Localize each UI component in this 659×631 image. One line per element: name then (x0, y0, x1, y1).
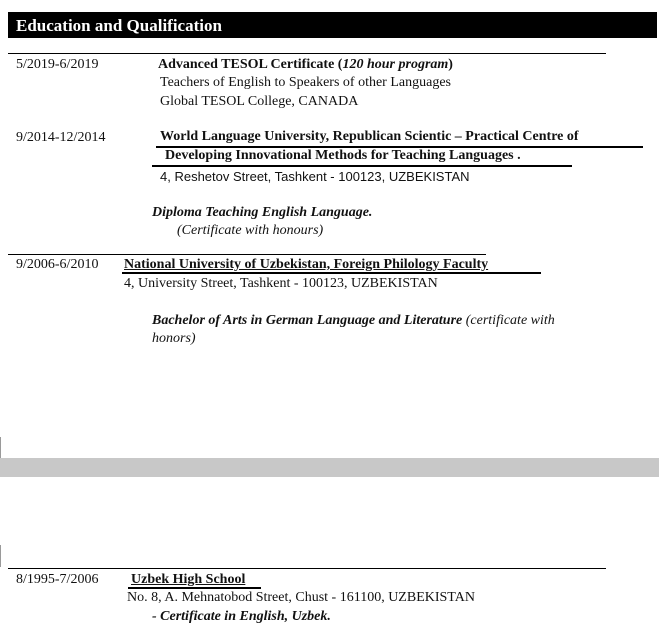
entry-degree: Diploma Teaching English Language. (152, 205, 373, 220)
title-underline (122, 272, 541, 274)
entry-address: 4, Reshetov Street, Tashkent - 100123, UZBEKISTAN (160, 169, 470, 184)
entry-divider (8, 53, 606, 54)
entry-dates: 9/2014-12/2014 (16, 130, 106, 145)
title-underline (128, 587, 261, 589)
entry-note: honors) (152, 331, 196, 346)
entry-note: (Certificate with honours) (177, 223, 324, 238)
entry-address: 4, University Street, Tashkent - 100123, UZBEKISTAN (124, 276, 438, 291)
entry-divider (8, 568, 606, 569)
entry-line: Teachers of English to Speakers of other Languages (160, 75, 451, 90)
entry-degree: Bachelor of Arts in German Language and Literature (certificate with (152, 313, 555, 328)
entry-line: Global TESOL College, CANADA (160, 94, 359, 109)
entry-dates: 8/1995-7/2006 (16, 572, 99, 587)
section-title: Education and Qualification (16, 16, 222, 35)
entry-title: Uzbek High School (131, 572, 246, 587)
page-edge (0, 545, 1, 567)
entry-title: Developing Innovational Methods for Teaching Languages . (165, 148, 521, 163)
entry-dates: 9/2006-6/2010 (16, 257, 99, 272)
section-header (8, 12, 657, 38)
entry-title: Advanced TESOL Certificate (120 hour program) (158, 57, 453, 72)
page-break (0, 458, 659, 477)
entry-title: National University of Uzbekistan, Foreign Philology Faculty (124, 257, 489, 272)
entry-divider (8, 254, 486, 255)
entry-dates: 5/2019-6/2019 (16, 57, 99, 72)
title-underline (152, 165, 572, 167)
entry-certificate: - Certificate in English, Uzbek. (152, 609, 331, 624)
entry-address: No. 8, A. Mehnatobod Street, Chust - 161100, UZBEKISTAN (127, 590, 475, 605)
page-edge (0, 437, 1, 458)
entry-title: World Language University, Republican Scientic – Practical Centre of (160, 129, 579, 144)
